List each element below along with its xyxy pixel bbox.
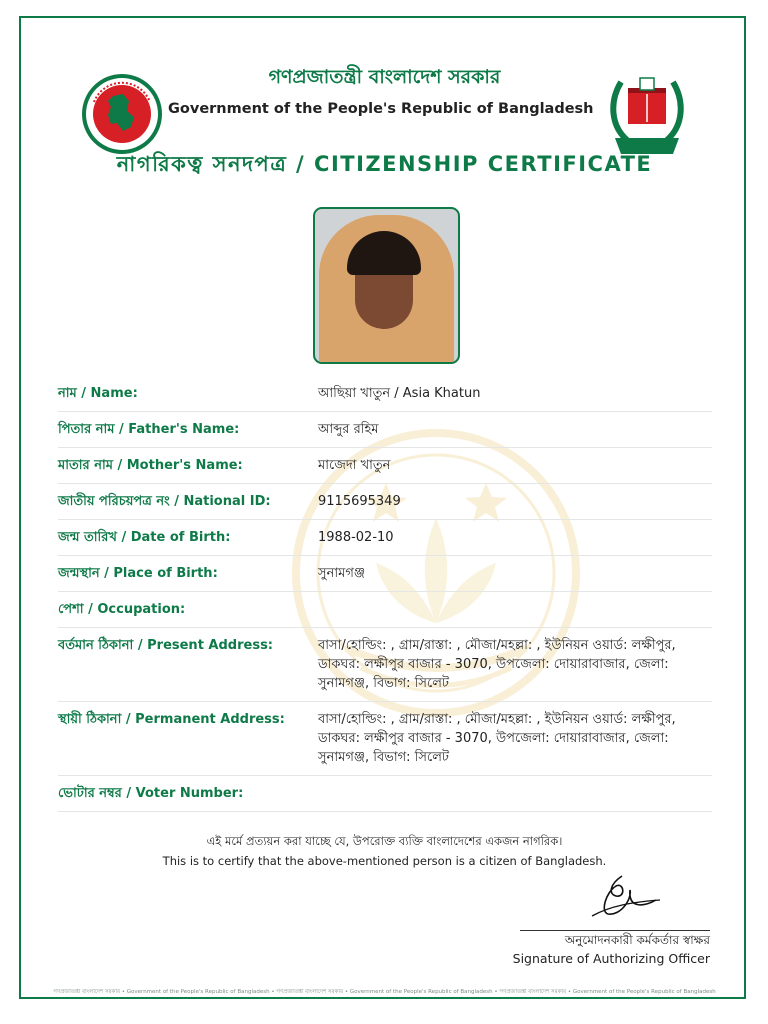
footer-microtext: গণপ্রজাতন্ত্রী বাংলাদেশ সরকার • Government of the People's Republic of Bangladesh • গণপ্রজাতন্ত্রী বাংলাদেশ সরকার • Government of the People's Republic of Bangladesh • গণপ্রজাতন্ত্রী বাংলাদেশ সরকার • Government of the People's Republic of Bangladesh — [53, 989, 716, 995]
signature-caption-english: Signature of Authorizing Officer — [512, 951, 710, 966]
field-value: বাসা/হোল্ডিং: , গ্রাম/রাস্তা: , মৌজা/মহল্লা: , ইউনিয়ন ওয়ার্ড: লক্ষীপুর, ডাকঘর: লক্ষীপুর বাজার - 3070, উপজেলা: দোয়ারাবাজার, জেলা: সুনামগঞ্জ, বিভাগ: সিলেট — [318, 712, 676, 765]
field-row — [58, 776, 712, 812]
field-value — [318, 600, 712, 619]
field-label: নাম / Name: — [58, 386, 138, 401]
field-value: আব্দুর রহিম — [318, 422, 379, 437]
citizen-details — [58, 376, 712, 812]
field-row — [58, 376, 712, 412]
field-row — [58, 628, 712, 702]
field-row — [58, 702, 712, 776]
field-value: বাসা/হোল্ডিং: , গ্রাম/রাস্তা: , মৌজা/মহল্লা: , ইউনিয়ন ওয়ার্ড: লক্ষীপুর, ডাকঘর: লক্ষীপুর বাজার - 3070, উপজেলা: দোয়ারাবাজার, জেলা: সুনামগঞ্জ, বিভাগ: সিলেট — [318, 638, 676, 691]
field-row — [58, 556, 712, 592]
field-value: 1988-02-10 — [318, 530, 394, 545]
certificate-frame — [19, 16, 746, 999]
field-value: মাজেদা খাতুন — [318, 458, 391, 473]
field-label: পেশা / Occupation: — [58, 602, 186, 617]
election-ballot-box-icon — [607, 68, 687, 158]
citizen-photo — [313, 207, 460, 364]
field-label: স্থায়ী ঠিকানা / Permanent Address: — [58, 712, 285, 727]
field-row — [58, 412, 712, 448]
signature-mark-icon — [586, 870, 666, 922]
field-label: বর্তমান ঠিকানা / Present Address: — [58, 638, 274, 653]
signature-line — [520, 930, 710, 931]
field-row — [58, 484, 712, 520]
field-value: 9115695349 — [318, 494, 401, 509]
field-value: আছিয়া খাতুন / Asia Khatun — [318, 386, 481, 401]
field-value: সুনামগঞ্জ — [318, 566, 365, 581]
field-label: জন্মস্থান / Place of Birth: — [58, 566, 218, 581]
field-label: জন্ম তারিখ / Date of Birth: — [58, 530, 231, 545]
government-name-bangla: গণপ্রজাতন্ত্রী বাংলাদেশ সরকার — [268, 66, 501, 88]
field-value — [318, 784, 712, 803]
field-label: ভোটার নম্বর / Voter Number: — [58, 786, 244, 801]
certification-statement-bangla: এই মর্মে প্রত্যয়ন করা যাচ্ছে যে, উপরোক্ত ব্যক্তি বাংলাদেশের একজন নাগরিক। — [206, 834, 563, 848]
field-row — [58, 592, 712, 628]
certificate-title: নাগরিকত্ব সনদপত্র / CITIZENSHIP CERTIFICATE — [116, 152, 653, 176]
field-row — [58, 448, 712, 484]
certification-statement-english: This is to certify that the above-mentioned person is a citizen of Bangladesh. — [162, 854, 607, 868]
field-label: জাতীয় পরিচয়পত্র নং / National ID: — [58, 494, 271, 509]
government-name-english: Government of the People's Republic of Bangladesh — [168, 101, 594, 117]
field-label: পিতার নাম / Father's Name: — [58, 422, 240, 437]
signature-caption-bangla: অনুমোদনকারী কর্মকর্তার স্বাক্ষর — [564, 933, 710, 947]
field-label: মাতার নাম / Mother's Name: — [58, 458, 243, 473]
field-row — [58, 520, 712, 556]
